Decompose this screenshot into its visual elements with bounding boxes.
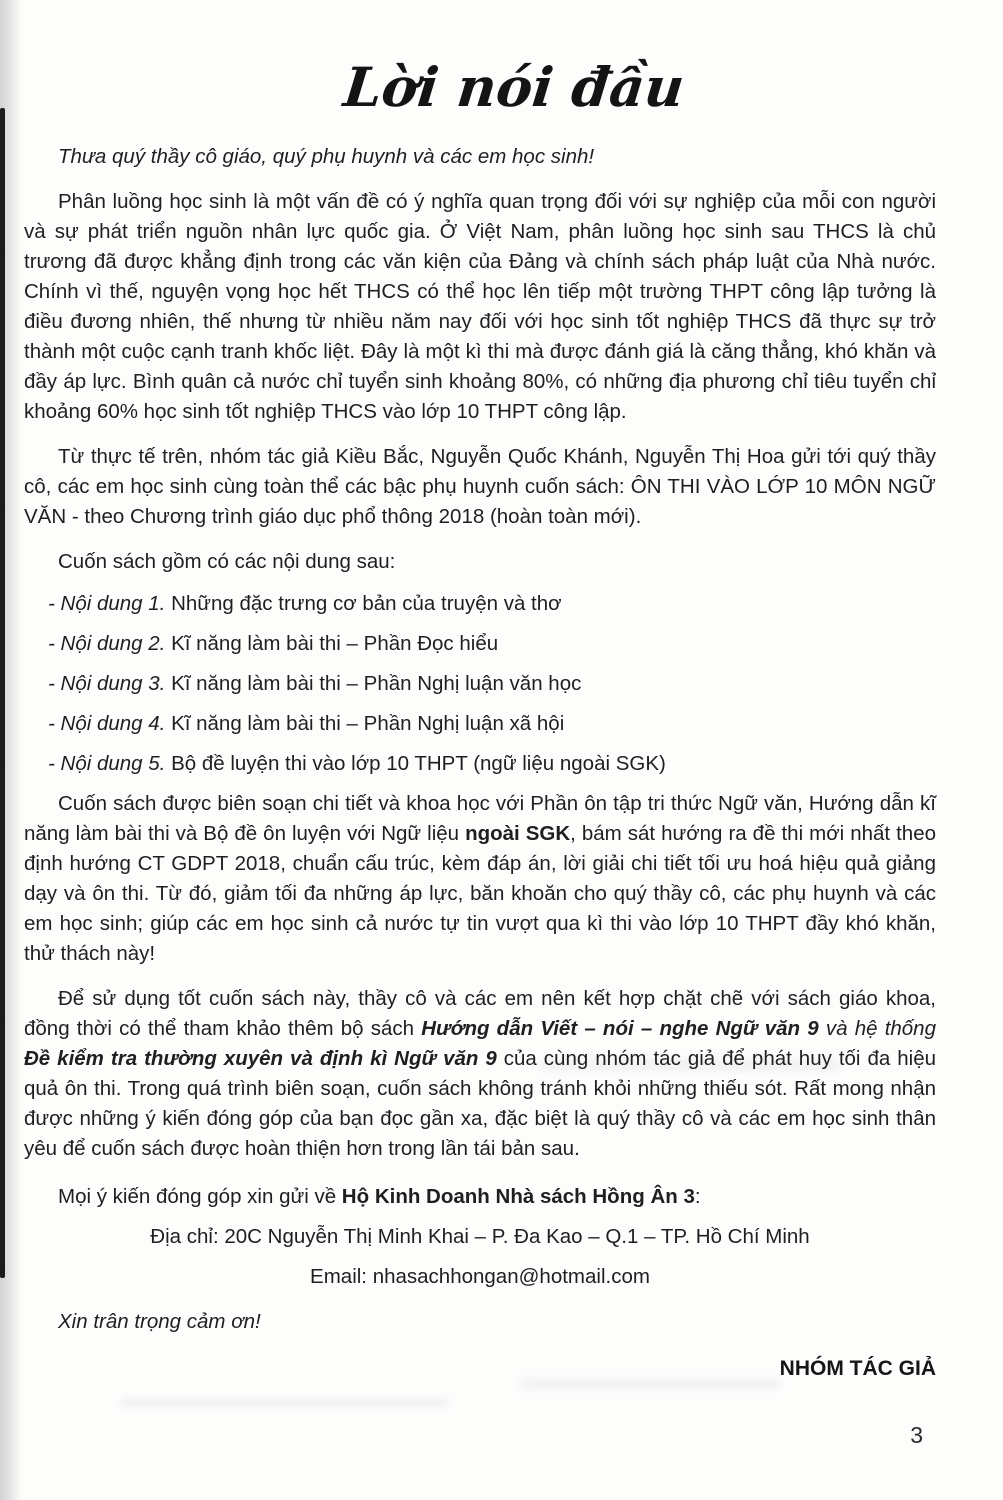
content-item-1-label: - Nội dung 1. <box>48 592 166 616</box>
content-item-5 <box>48 749 936 779</box>
paragraph-1: Phân luồng học sinh là một vấn đề có ý nghĩa quan trọng đối với sự nghiệp của mỗi con người và sự phát triển nguồn nhân lực quốc gia. Ở Việt Nam, phân luồng học sinh sau THCS là chủ trương đã được khẳng định trong các văn kiện của Đảng và chính sách pháp luật của Nhà nước. Chính vì thế, nguyện vọng học hết THCS có thể học lên tiếp một trường THPT công lập tưởng là điều đương nhiên, thế nhưng từ nhiều năm nay đối với học sinh tốt nghiệp THCS đã thực sự trở thành một cuộc cạnh tranh khốc liệt. Đây là một kì thi mà được đánh giá là căng thẳng, khó khăn và đầy áp lực. Bình quân cả nước chỉ tuyển sinh khoảng 80%, có những địa phương chỉ tiêu tuyển chỉ khoảng 60% học sinh tốt nghiệp THCS vào lớp 10 THPT công lập. <box>24 190 936 424</box>
content-item-3 <box>48 669 936 699</box>
content-item-1 <box>48 589 936 619</box>
publisher-name: Hộ Kinh Doanh Nhà sách Hồng Ân 3 <box>341 1185 695 1209</box>
scan-edge-bar <box>0 108 5 1278</box>
para5-book-title-2: Đề kiểm tra thường xuyên và định kì Ngữ văn 9 <box>24 1047 497 1071</box>
para5-segment-c: và hệ thống <box>818 1017 936 1041</box>
greeting-line: Thưa quý thầy cô giáo, quý phụ huynh và các em học sinh! <box>58 145 595 169</box>
content-item-4-text: Kĩ năng làm bài thi – Phần Nghị luận xã hội <box>165 712 565 736</box>
thanks-line: Xin trân trọng cảm ơn! <box>58 1310 261 1334</box>
para5-segment-a: Để sử dụng tốt cuốn sách này, thầy cô và các em nên kết hợp chặt chẽ với sách giáo khoa, đồng thời có thể tham khảo thêm bộ sách <box>24 987 936 1041</box>
paragraph-2: Từ thực tế trên, nhóm tác giả Kiều Bắc, Nguyễn Quốc Khánh, Nguyễn Thị Hoa gửi tới quý thầy cô, các em học sinh cùng toàn thể các bậc phụ huynh cuốn sách: ÔN THI VÀO LỚP 10 MÔN NGỮ VĂN - theo Chương trình giáo dục phổ thông 2018 (hoàn toàn mới). <box>24 445 936 529</box>
email-line: Email: nhasachhongan@hotmail.com <box>310 1265 650 1289</box>
para4-segment-c: , bám sát hướng ra đề thi mới nhất theo định hướng CT GDPT 2018, chuẩn cấu trúc, kèm đáp án, lời giải chi tiết tối ưu hoá hiệu quả giảng dạy và ôn thi. Từ đó, giảm tối đa những áp lực, băn khoăn cho quý thầy cô, các phụ huynh và các em học sinh; giúp các em học sinh cả nước tự tin vượt qua kì thi vào lớp 10 THPT đầy khó khăn, thử thách này! <box>24 822 936 966</box>
contents-list <box>24 589 936 779</box>
content-item-3-label: - Nội dung 3. <box>48 672 166 696</box>
content-item-4-label: - Nội dung 4. <box>48 712 166 736</box>
content-item-4 <box>48 709 936 739</box>
page-content <box>24 0 936 1384</box>
feedback-segment-c: : <box>694 1185 701 1209</box>
feedback-segment-a: Mọi ý kiến đóng góp xin gửi về <box>58 1185 342 1209</box>
content-item-5-text: Bộ đề luyện thi vào lớp 10 THPT (ngữ liệu ngoài SGK) <box>165 752 666 776</box>
para4-segment-bold: ngoài SGK <box>465 822 571 846</box>
paragraph-5 <box>24 984 936 1164</box>
content-item-5-label: - Nội dung 5. <box>48 752 166 776</box>
feedback-line <box>24 1182 936 1212</box>
foreword-title: Lời nói đầu <box>340 55 688 119</box>
page-number: 3 <box>910 1422 923 1448</box>
contents-intro: Cuốn sách gồm có các nội dung sau: <box>58 550 396 574</box>
scan-artifact <box>120 1398 450 1408</box>
para5-segment-e: của cùng nhóm tác giả để phát huy tối đa hiệu quả ôn thi. Trong quá trình biên soạn, cuốn sách không tránh khỏi những thiếu sót. Rất mong nhận được những ý kiến đóng góp của bạn đọc gần xa, đặc biệt là quý thầy cô và các em học sinh thân yêu để cuốn sách được hoàn thiện hơn trong lần tái bản sau. <box>24 1047 936 1161</box>
para5-book-title-1: Hướng dẫn Viết – nói – nghe Ngữ văn 9 <box>421 1017 819 1041</box>
content-item-2-label: - Nội dung 2. <box>48 632 166 656</box>
content-item-1-text: Những đặc trưng cơ bản của truyện và thơ <box>165 592 562 616</box>
para4-segment-a: Cuốn sách được biên soạn chi tiết và khoa học với Phần ôn tập tri thức Ngữ văn, Hướng dẫn kĩ năng làm bài thi và Bộ đề ôn luyện với Ngữ liệu <box>24 792 936 846</box>
authors-signature: NHÓM TÁC GIẢ <box>779 1357 936 1381</box>
content-item-2 <box>48 629 936 659</box>
address-line: Địa chỉ: 20C Nguyễn Thị Minh Khai – P. Đa Kao – Q.1 – TP. Hồ Chí Minh <box>150 1225 810 1249</box>
content-item-3-text: Kĩ năng làm bài thi – Phần Nghị luận văn học <box>165 672 582 696</box>
content-item-2-text: Kĩ năng làm bài thi – Phần Đọc hiểu <box>165 632 499 656</box>
paragraph-4 <box>24 789 936 969</box>
